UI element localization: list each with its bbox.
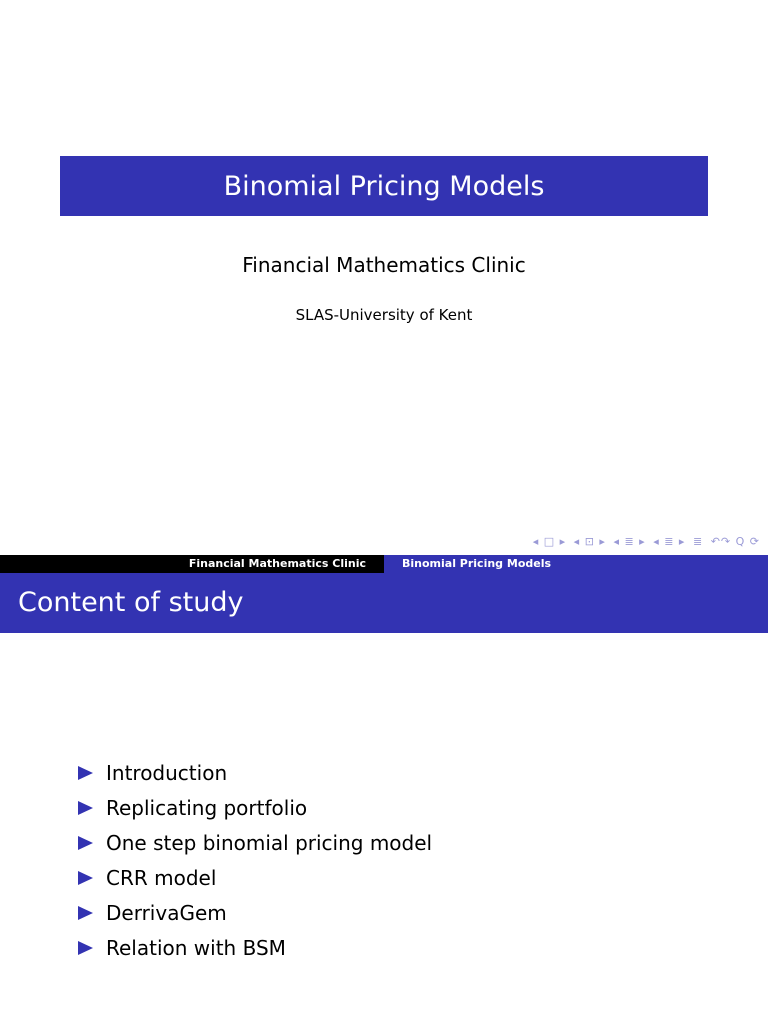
triangle-bullet-icon — [78, 836, 93, 850]
headline-title: Binomial Pricing Models — [384, 555, 768, 573]
list-item: DerrivaGem — [78, 895, 432, 930]
headline-author: Financial Mathematics Clinic — [0, 555, 384, 573]
institute-name: SLAS-University of Kent — [295, 306, 473, 324]
contents-slide — [0, 555, 768, 1024]
list-item: CRR model — [78, 860, 432, 895]
list-item: Relation with BSM — [78, 930, 432, 965]
nav-frame-icon[interactable]: ◂ □ ▸ — [532, 535, 567, 548]
triangle-bullet-icon — [78, 871, 93, 885]
list-item: One step binomial pricing model — [78, 825, 432, 860]
author-name: Financial Mathematics Clinic — [242, 253, 526, 277]
list-item: Introduction — [78, 755, 432, 790]
nav-section-icon[interactable]: ◂ ≣ ▸ — [613, 535, 646, 548]
triangle-bullet-icon — [78, 941, 93, 955]
content-list — [78, 755, 432, 965]
beamer-navigation-bar[interactable] — [530, 535, 760, 548]
triangle-bullet-icon — [78, 906, 93, 920]
presentation-title: Binomial Pricing Models — [223, 170, 545, 202]
list-item: Replicating portfolio — [78, 790, 432, 825]
nav-search-icon[interactable]: ↶↷ Q ⟳ — [710, 535, 760, 548]
triangle-bullet-icon — [78, 801, 93, 815]
frame-title: Content of study — [0, 573, 768, 633]
title-banner — [60, 156, 708, 216]
slide-headline — [0, 555, 768, 573]
nav-subsection-icon[interactable]: ◂ ⊡ ▸ — [573, 535, 606, 548]
nav-toc-icon[interactable]: ≣ — [692, 535, 704, 548]
triangle-bullet-icon — [78, 766, 93, 780]
nav-presentation-icon[interactable]: ◂ ≣ ▸ — [653, 535, 686, 548]
